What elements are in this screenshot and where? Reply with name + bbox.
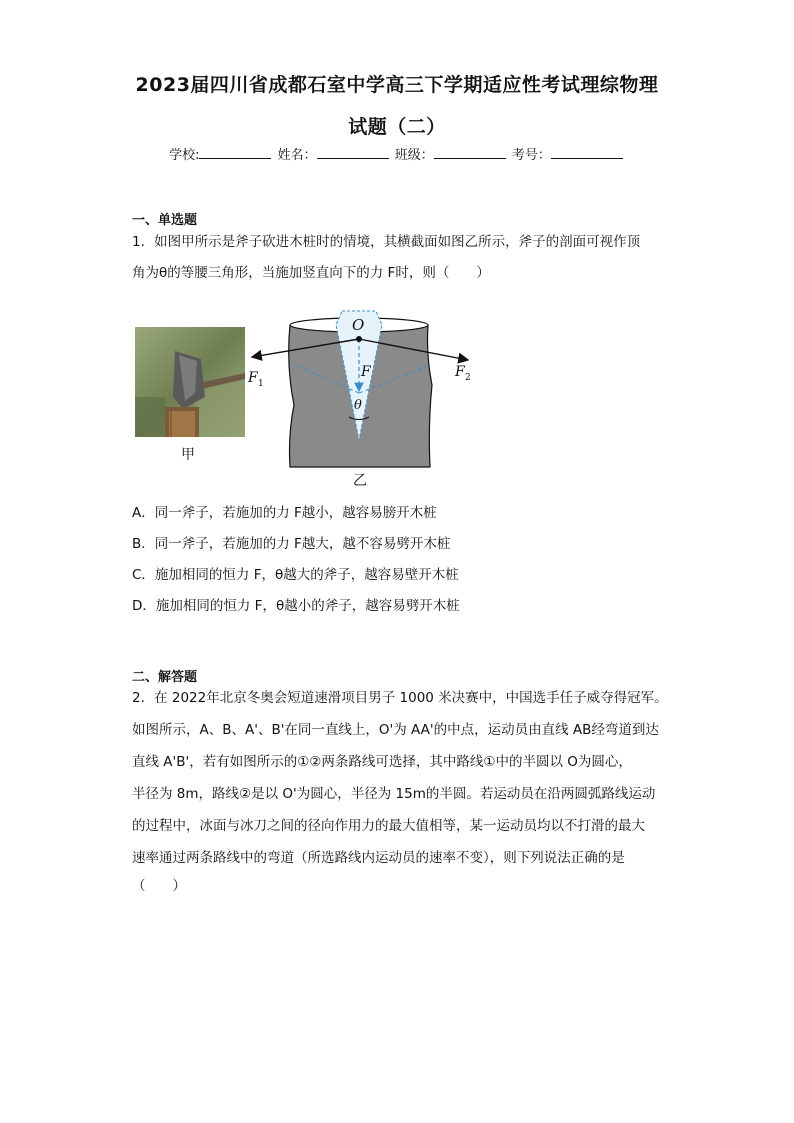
q2-stem-line: 直线 A'B'，若有如图所示的①②两条路线可选择，其中路线①中的半圆以 O为圆心， — [132, 754, 632, 770]
class-blank[interactable] — [434, 146, 506, 159]
label-F1-subscript: 1 — [258, 379, 264, 389]
exam-title-line1: 2023届四川省成都石室中学高三下学期适应性考试理综物理 — [135, 74, 659, 96]
q1-option-d[interactable]: D．施加相同的恒力 F，θ越小的斧子，越容易劈开木桩 — [132, 598, 460, 614]
section-heading-single-choice: 一、单选题 — [132, 213, 198, 228]
exam-number-label: 考号： — [511, 148, 551, 163]
q1-option-c[interactable]: C．施加相同的恒力 F，θ越大的斧子，越容易壁开木桩 — [132, 567, 459, 583]
q2-stem-line: 如图所示，A、B、A'、B'在同一直线上，O'为 AA'的中点，运动员由直线 AB经弯道到达 — [132, 722, 659, 738]
photo-caption: 甲 — [181, 447, 195, 463]
student-info-row — [0, 144, 794, 163]
class-label: 班级： — [394, 148, 434, 163]
label-F: F — [361, 364, 371, 380]
label-F1: F — [248, 370, 258, 386]
label-O: O — [352, 316, 365, 334]
axe-photo — [135, 327, 245, 437]
exam-number-blank[interactable] — [551, 146, 623, 159]
name-label: 姓名： — [277, 148, 317, 163]
school-label: 学校: — [169, 148, 200, 163]
label-theta: θ — [354, 398, 362, 413]
name-blank[interactable] — [317, 146, 389, 159]
q1-option-a[interactable]: A．同一斧子，若施加的力 F越小，越容易膀开木桩 — [132, 505, 437, 521]
diagram-caption: 乙 — [353, 473, 367, 489]
school-blank[interactable] — [199, 146, 271, 159]
q1-stem-line: 1．如图甲所示是斧子砍进木桩时的情境，其横截面如图乙所示，斧子的剖面可视作顶 — [132, 234, 641, 250]
q2-answer-paren: （ ） — [132, 878, 186, 894]
q1-stem-line: 角为θ的等腰三角形，当施加竖直向下的力 F时，则（ ） — [132, 265, 490, 281]
q2-stem-line: 2．在 2022年北京冬奥会短道速滑项目男子 1000 米决赛中，中国选手任子威夺得冠军。 — [132, 690, 668, 706]
q2-stem-line: 的过程中，冰面与冰刀之间的径向作用力的最大值相等，某一运动员均以不打滑的最大 — [132, 818, 645, 834]
section-heading-answer: 二、解答题 — [132, 670, 198, 685]
label-F2: F — [455, 364, 465, 380]
exam-title-line2: 试题（二） — [348, 116, 446, 138]
label-F2-subscript: 2 — [465, 373, 471, 383]
force-diagram — [240, 295, 500, 495]
q2-stem-line: 半径为 8m，路线②是以 O'为圆心，半径为 15m的半圆。若运动员在沿两圆弧路线运动 — [132, 786, 656, 802]
q1-option-b[interactable]: B．同一斧子，若施加的力 F越大，越不容易劈开木桩 — [132, 536, 451, 552]
q2-stem-line: 速率通过两条路线中的弯道（所选路线内运动员的速率不变），则下列说法正确的是 — [132, 850, 625, 866]
